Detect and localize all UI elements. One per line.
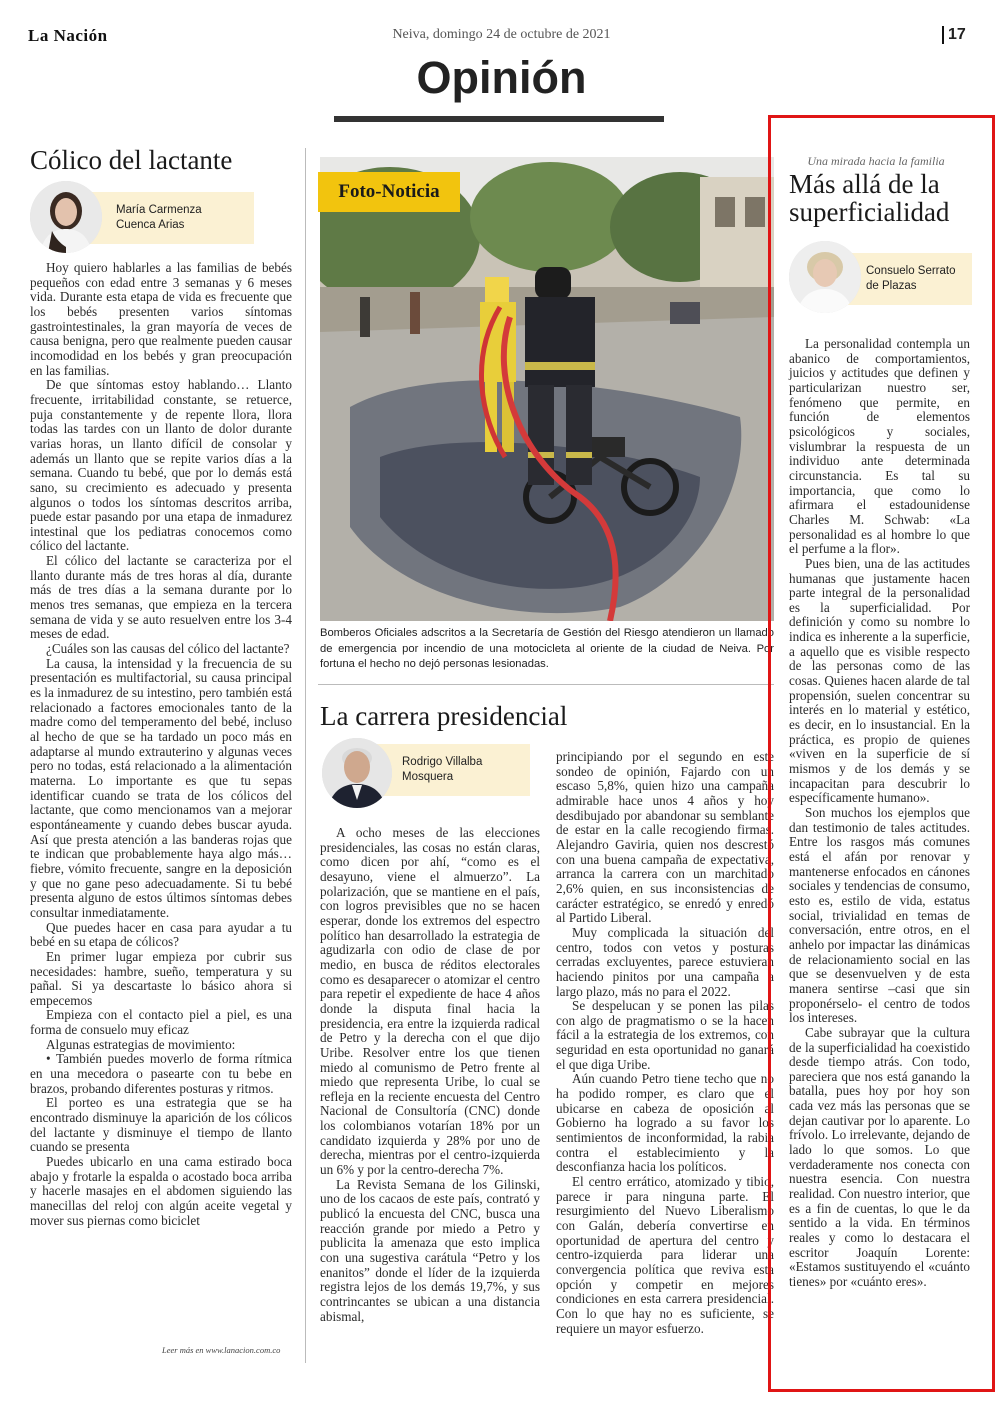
dateline: Neiva, domingo 24 de octubre de 2021 [392,27,611,42]
column-kicker: Una mirada hacia la familia [807,154,945,168]
carrera-body-col2 [556,750,774,1336]
paragraph: Puedes ubicarlo en una cama estirado boca abajo y frotarle la espalda o acostado boca arriba y hacerle masajes en el abdomen siguiendo las manecillas del reloj con algún aceite vegetal y mover sus piernas como biciclet [30,1154,292,1228]
paragraph: A ocho meses de las elecciones presidenciales, las cosas no están claras, como dicen por ahí, “como es el desayuno, viene el almuerzo”. La polarización, que se mantiene en el país, con logros previsibles que no se hacen esperar, donde los extremos del espectro político han desarrollado la estrategia de agudizarla con odio de clase de por medio, en busca de réditos electorales como es desaparecer o atomizar el centro para repetir el expediente de hace 4 años donde la disputa final hacia la presidencia, era entre la izquierda radical de Petro y la derecha con el que dijo Uribe. Resolver entre los que tienen miedo al comunismo de Petro frente al miedo que representa Uribe, lo cual se refleja en la reciente encuesta del Centro Nacional de Consultoría (CNC) donde los colombianos votarían 18% por un candidato izquierda y 28% por uno de derecha, mientras por el centro-izquierda un 6% y por la centro-derecha 7%. [320,825,540,1178]
read-more-link[interactable]: Leer más en www.lanacion.com.co [162,1345,281,1355]
carrera-body-col1 [320,826,540,1324]
colico-author-name: María Carmenza Cuenca Arias [116,204,202,231]
superficialidad-body [789,337,970,1290]
photo-caption: Bomberos Oficiales adscritos a la Secretaría de Gestión del Riesgo atendieron un llamado de emergencia por incendio de una motocicleta al oriente de la ciudad de Neiva. Por fortuna el hecho no dejó personas lesionadas. [320,627,774,670]
carrera-author-avatar [322,738,392,808]
paragraph: Son muchos los ejemplos que dan testimonio de tales actitudes. Entre los rasgos más comunes está el afán por renovar y mantenerse enfocados en cánones sociales y tendencias de consumo, esto es, estilo de vida, estatus social, trivialidad en temas de conversación, entre otros, en el anhelo por impactar las dinámicas de relacionamiento social en las que se desenvuelven y de esta manera sentirse –casi que sin proponérselo- el centro de todos los intereses. [789,805,970,1026]
section-rule [334,116,664,122]
paragraph: Cabe subrayar que la cultura de la superficialidad ha coexistido desde tiempo atrás. Con todo, pareciera que nos está ganando la batalla, pues hoy por hoy son cada vez más las personas que se dejan cautivar por lo aparente. Lo frívolo. Lo irrelevante, dejando de lado lo que somos. Lo que verdaderamente nos conecta con nuestra esencia. Con nuestra realidad. Con nuestro interior, que es a fin de cuentas, lo que le da sentido a la vida. En términos reales y como lo destacara el escritor Joaquín Lorente: «Estamos sustituyendo el «cuánto tienes» por «cuánto eres». [789,1024,970,1289]
paragraph: Muy complicada la situación del centro, todos con vetos y posturas cerradas excluyentes, parece estuvieran haciendo pinitos por una campaña a largo plazo, más no para el 2022. [556,924,774,999]
paragraph: El centro errático, atomizado y tibio, parece ir para ninguna parte. El resurgimiento del Nuevo Liberalismo con Galán, debería convertirse en oportunidad de apertura del centro y centro-izquierda para liderar una convergencia política que reviva esta opción y competir en mejores condiciones en esta carrera presidencial. Con lo que hay no es suficiente, se requiere un mayor esfuerzo. [556,1174,774,1336]
paragraph: ¿Cuáles son las causas del cólico del lactante? [46,641,290,657]
paragraph: En primer lugar empieza por cubrir sus necesidades: hambre, sueño, temperatura y su pañal. Si ya descartaste lo básico ahora si empecemos [30,948,292,1008]
paragraph: La Revista Semana de los Gilinski, uno de los cacaos de este país, contrató y publicó la encuesta del CNC, busca una reacción grande por miedo a Petro y publicita la amenaza que esto implica con una sugestiva carátula “Petro y los enanitos” donde el líder de la izquierda registra lejos de los demás 19,7%, y sus contrincantes se ubican a una distancia abismal, [320,1176,540,1324]
paragraph: principiando por el segundo en este sondeo de opinión, Fajardo con un escaso 5,8%, quien hizo una campaña admirable hace unos 4 años y hoy desdibujado por abandonar su semblante de estar en la calle recogiendo firmas. Alejandro Gaviria, quien nos descrestó con una buena campaña de expectativa, arranca la carrera con un marchitado 2,6% quien, en sus inconsistencias de carácter estratégico, se enredó y enredó al Partido Liberal. [556,749,774,926]
superficialidad-author-name: Consuelo Serrato de Plazas [866,265,956,292]
paragraph: Algunas estrategias de movimiento: [46,1036,236,1052]
colico-body [30,261,292,1228]
news-photo [320,157,774,621]
paragraph: De que síntomas estoy hablando… Llanto frecuente, irritabilidad constante, se retuerce, puja constantemente y de repente llora, llora todas las tardes con un llanto de dolor durante varias horas, un llanto difícil de consolar y además un llanto que se repite varios días a la semana. Cuando tu bebé, que por lo demás está sano, su crecimiento es adecuado y presenta algunos o todos los síntomas descritos arriba, puede estar pasando por una etapa de inmadurez intestinal que los pediatras conocemos como cólico del lactante. [30,377,292,554]
page-number: 17 [942,26,966,44]
paragraph: La personalidad contempla un abanico de comportamientos, juicios y actitudes que definen y particularizan nuestro ser, fenómeno que permite, en función de elementos psicológicos y sociales, vislumbrar la respuesta de un individuo ante determinada circunstancia. Es tal su importancia, que como lo afirmara el estadounidense Charles M. Schwab: «La personalidad es al hombre lo que el perfume a la flor». [789,336,970,557]
paragraph: Empieza con el contacto piel a piel, es una forma de consuelo muy eficaz [30,1007,292,1038]
colico-headline: Cólico del lactante [30,145,233,175]
carrera-author-name: Rodrigo Villalba Mosquera [402,756,483,783]
colico-author-avatar [30,181,102,253]
paragraph: La causa, la intensidad y la frecuencia de su presentación es multifactorial, su causa principal es la inmadurez de su intestino, pero también está relacionado a factores emocionales tanto de la madre como del temperamento del bebé, incluso al hecho de que se ha tardado un poco más en adaptarse al mundo extrauterino y algunas veces pero no todas, está relacionado a la alimentación materna. Lo importante es que tu sepas identificar cuando se trata de los cólicos del lactante, que como mencionamos van a mejorar espontáneamente y cuando debes buscar ayuda. Así que presta atención a las banderas rojas que te indican que probablemente haya algo más…fiebre, vómito frecuente, sangre en la deposición y que no gane peso adecuadamente. Si tu bebé presenta alguno de estos últimos síntomas debes consultar inmediatamente. [30,655,292,920]
paragraph: • También puedes moverlo de forma rítmica en una mecedora o pasearte con tu bebe en brazos, probando diferentes posturas y ritmos. [30,1051,292,1096]
superficialidad-author-avatar [789,241,861,313]
foto-noticia-badge: Foto-Noticia [318,172,460,212]
section-title: Opinión [416,52,587,103]
paragraph: Que puedes hacer en casa para ayudar a tu bebé en su etapa de cólicos? [30,919,292,950]
paragraph: El cólico del lactante se caracteriza por el llanto durante más de tres horas al día, durante más de tres días a la semana durante por lo menos tres semanas, que empieza en la tercera semana de vida y se auto resuelven entre los 3-4 meses de edad. [30,553,292,642]
masthead-logo: La Nación [28,26,108,45]
superficialidad-headline: Más allá de la superficialidad [789,169,950,228]
carrera-headline: La carrera presidencial [320,701,568,731]
paragraph: Hoy quiero hablarles a las familias de bebés pequeños con edad entre 3 semanas y 6 meses vida. Durante esta etapa de vida es frecuente que los bebés presenten varios síntomas gastrointestinales, la gran mayoría de veces de causa benigna, pero que realmente pueden causar incomodidad en los bebés y gran preocupación en las familias. [30,260,292,378]
column-divider [305,148,306,1363]
paragraph: Aún cuando Petro tiene techo que no ha podido romper, es claro que el ubicarse en cabeza de oposición al Gobierno ha logrado a su favor los sentimientos de inconformidad, la rabia contra el establecimiento y la desconfianza hacia los políticos. [556,1071,774,1175]
section-divider [318,684,774,685]
paragraph: Se despelucan y se ponen las pilas con algo de pragmatismo o se la hacen fácil a la estrategia de los extremos, con seguridad en esta oportunidad no ganará el que diga Uribe. [556,998,774,1072]
paragraph: El porteo es una estrategia que se ha encontrado disminuye la aparición de los cólicos del lactante y disminuye el tiempo de llanto cuando se presenta [30,1095,292,1155]
paragraph: Pues bien, una de las actitudes humanas que justamente hacen parte integral de la personalidad es la superficialidad. Por definición y como su nombre lo indica es inherente a la superficie, a aquello que es visible respecto de las personas como de las cosas. Quienes hacen alarde de tal propensión, suelen concentrar su interés en lo material y estético, es decir, en lo insustancial. En la práctica, es propio de quienes «viven en la superficie de sí mismos y de los demás y se incapacitan para descubrir lo específicamente humano». [789,555,970,806]
